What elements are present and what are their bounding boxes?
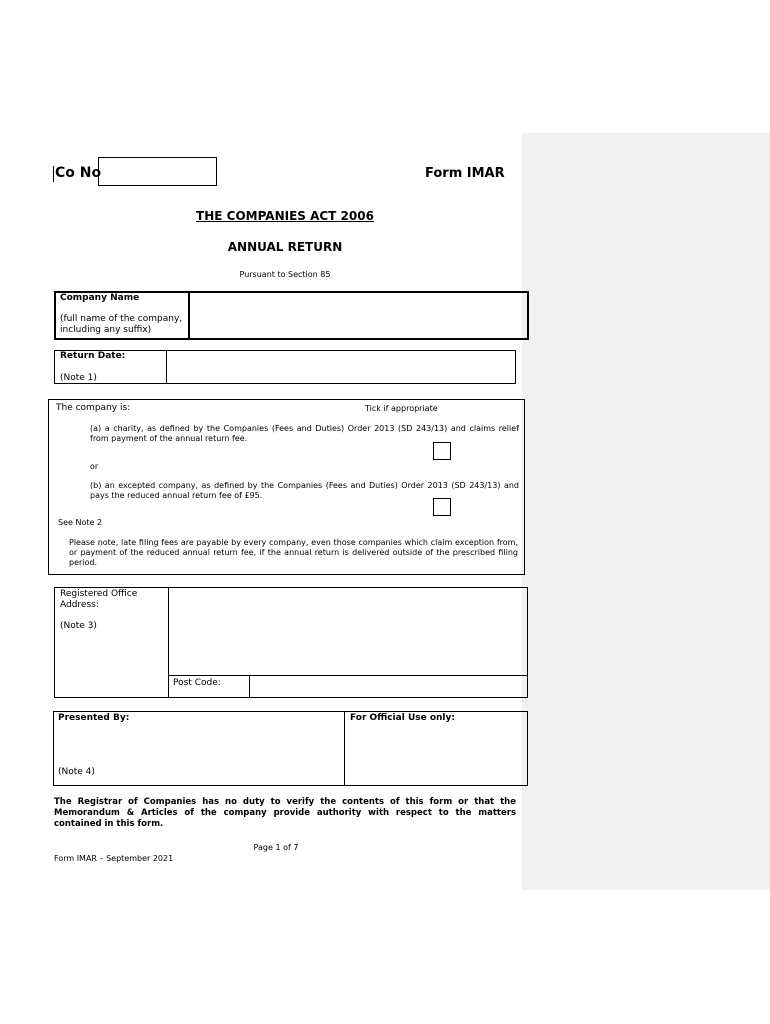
postcode-top-line	[168, 675, 528, 676]
option-b-text: (b) an excepted company, as defined by the Companies (Fees and Duties) Order 2013 (SD 243/13) and pays the reduced annual return fee of £95.	[90, 481, 519, 500]
tick-if-appropriate: Tick if appropriate	[365, 404, 438, 413]
company-name-input[interactable]	[191, 294, 526, 338]
presented-by-note: (Note 4)	[58, 767, 95, 777]
registered-office-input[interactable]	[170, 589, 526, 674]
company-name-sublabel: (full name of the company, including any suffix)	[60, 314, 183, 335]
return-date-input[interactable]	[168, 352, 514, 382]
registrar-statement: The Registrar of Companies has no duty to verify the contents of this form or that the Memorandum & Articles of the company provide authority with respect to the matters contained in this form.	[54, 797, 516, 829]
co-no-field[interactable]	[98, 157, 217, 186]
presented-by-divider	[344, 711, 345, 786]
option-a-text: (a) a charity, as defined by the Companies (Fees and Duties) Order 2013 (SD 243/13) and claims relief from payment of the annual return fee.	[90, 424, 519, 443]
see-note-2: See Note 2	[58, 518, 103, 527]
registered-office-note: (Note 3)	[60, 621, 97, 631]
return-date-divider	[166, 350, 167, 384]
postcode-divider	[249, 675, 250, 698]
text-cursor	[53, 166, 54, 182]
co-no-label: Co No	[55, 165, 102, 181]
registered-office-label: Registered Office Address:	[60, 589, 138, 610]
postcode-input[interactable]	[251, 677, 526, 696]
pursuant-text: Pursuant to Section 85	[239, 270, 331, 279]
return-date-note: (Note 1)	[60, 373, 97, 383]
form-date-footer: Form IMAR – September 2021	[54, 854, 174, 863]
return-title: ANNUAL RETURN	[227, 240, 343, 254]
registered-office-divider	[168, 587, 169, 698]
company-is-label: The company is:	[56, 403, 131, 413]
act-title: THE COMPANIES ACT 2006	[196, 209, 374, 223]
postcode-label: Post Code:	[173, 678, 221, 688]
company-name-label: Company Name	[60, 293, 140, 303]
company-name-divider	[188, 291, 190, 340]
charity-checkbox[interactable]	[433, 442, 451, 460]
or-text: or	[90, 462, 99, 471]
presented-by-label: Presented By:	[58, 713, 130, 723]
return-date-label: Return Date:	[60, 351, 126, 361]
page-number: Page 1 of 7	[253, 843, 299, 852]
form-id-label: Form IMAR	[425, 166, 505, 181]
official-use-label: For Official Use only:	[350, 713, 455, 723]
excepted-company-checkbox[interactable]	[433, 498, 451, 516]
late-filing-note: Please note, late filing fees are payable by every company, even those companies which claim exception from, or payment of the reduced annual return fee, if the annual return is delivered outside of the prescribed filing period.	[69, 538, 518, 567]
